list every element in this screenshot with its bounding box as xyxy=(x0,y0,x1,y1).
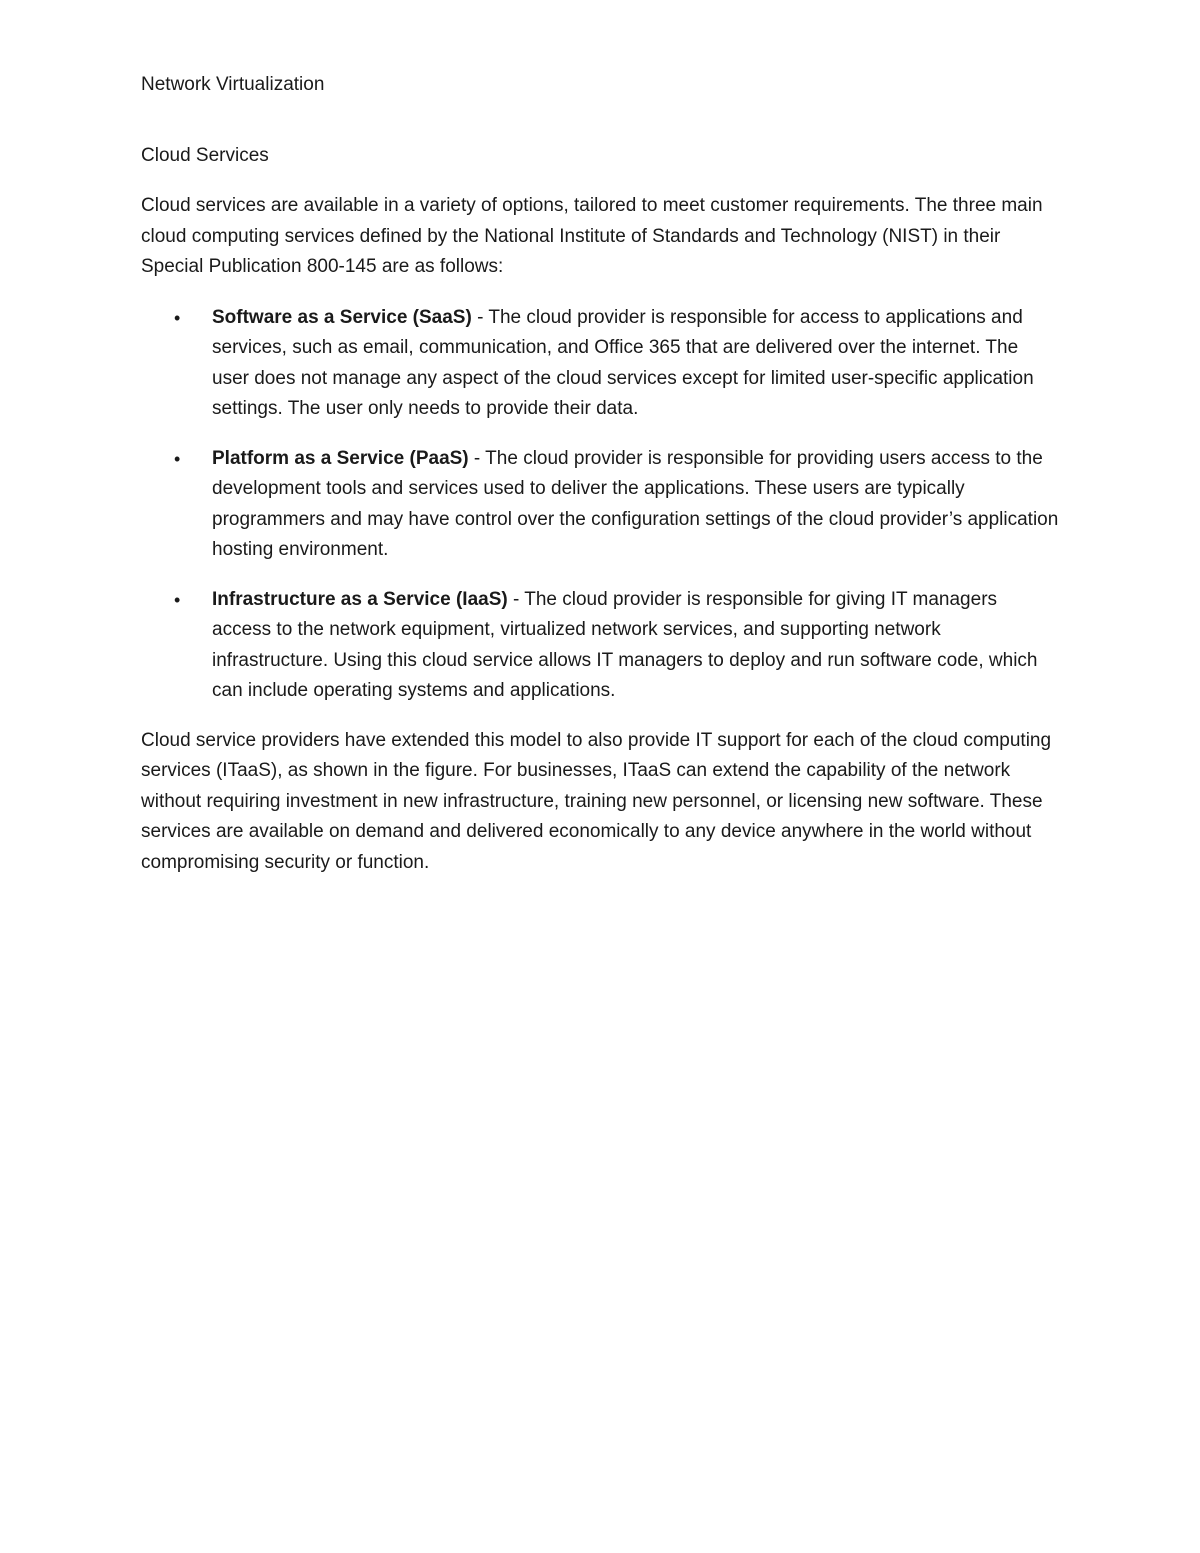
list-item-saas xyxy=(141,303,1059,425)
service-description-iaas: - The cloud provider is responsible for giving IT managers access to the network equipment, virtualized network services, and supporting network infrastructure. Using this cloud service allows IT managers to deploy and run software code, which can include operating systems and applications. xyxy=(212,588,1038,701)
document-title: Network Virtualization xyxy=(141,74,325,95)
intro-paragraph: Cloud services are available in a variety of options, tailored to meet customer requirements. The three main cloud computing services defined by the National Institute of Standards and Technology (NIST) in their Special Publication 800-145 are as follows: xyxy=(141,195,1043,277)
service-description-saas: - The cloud provider is responsible for access to applications and services, such as email, communication, and Office 365 that are delivered over the internet. The user does not manage any aspect of the cloud services except for limited user-specific application settings. The user only needs to provide their data. xyxy=(212,306,1034,419)
service-term-saas: Software as a Service (SaaS) xyxy=(212,306,472,328)
service-term-paas: Platform as a Service (PaaS) xyxy=(212,447,469,469)
service-term-iaas: Infrastructure as a Service (IaaS) xyxy=(212,588,508,610)
bullet-icon: • xyxy=(174,589,181,610)
list-item-iaas xyxy=(141,585,1059,707)
list-item-paas xyxy=(141,444,1059,566)
closing-paragraph: Cloud service providers have extended this model to also provide IT support for each of the cloud computing services (ITaaS), as shown in the figure. For businesses, ITaaS can extend the capability of the network without requiring investment in new infrastructure, training new personnel, or licensing new software. These services are available on demand and delivered economically to any device anywhere in the world without compromising security or function. xyxy=(141,729,1052,873)
service-list xyxy=(141,303,1059,707)
section-title: Cloud Services xyxy=(141,145,269,166)
document-body xyxy=(141,70,1059,878)
service-description-paas: - The cloud provider is responsible for providing users access to the development tools and services used to deliver the applications. These users are typically programmers and may have control over the configuration settings of the cloud provider’s application hosting environment. xyxy=(212,447,1059,560)
bullet-icon: • xyxy=(174,307,181,328)
bullet-icon: • xyxy=(174,448,181,469)
